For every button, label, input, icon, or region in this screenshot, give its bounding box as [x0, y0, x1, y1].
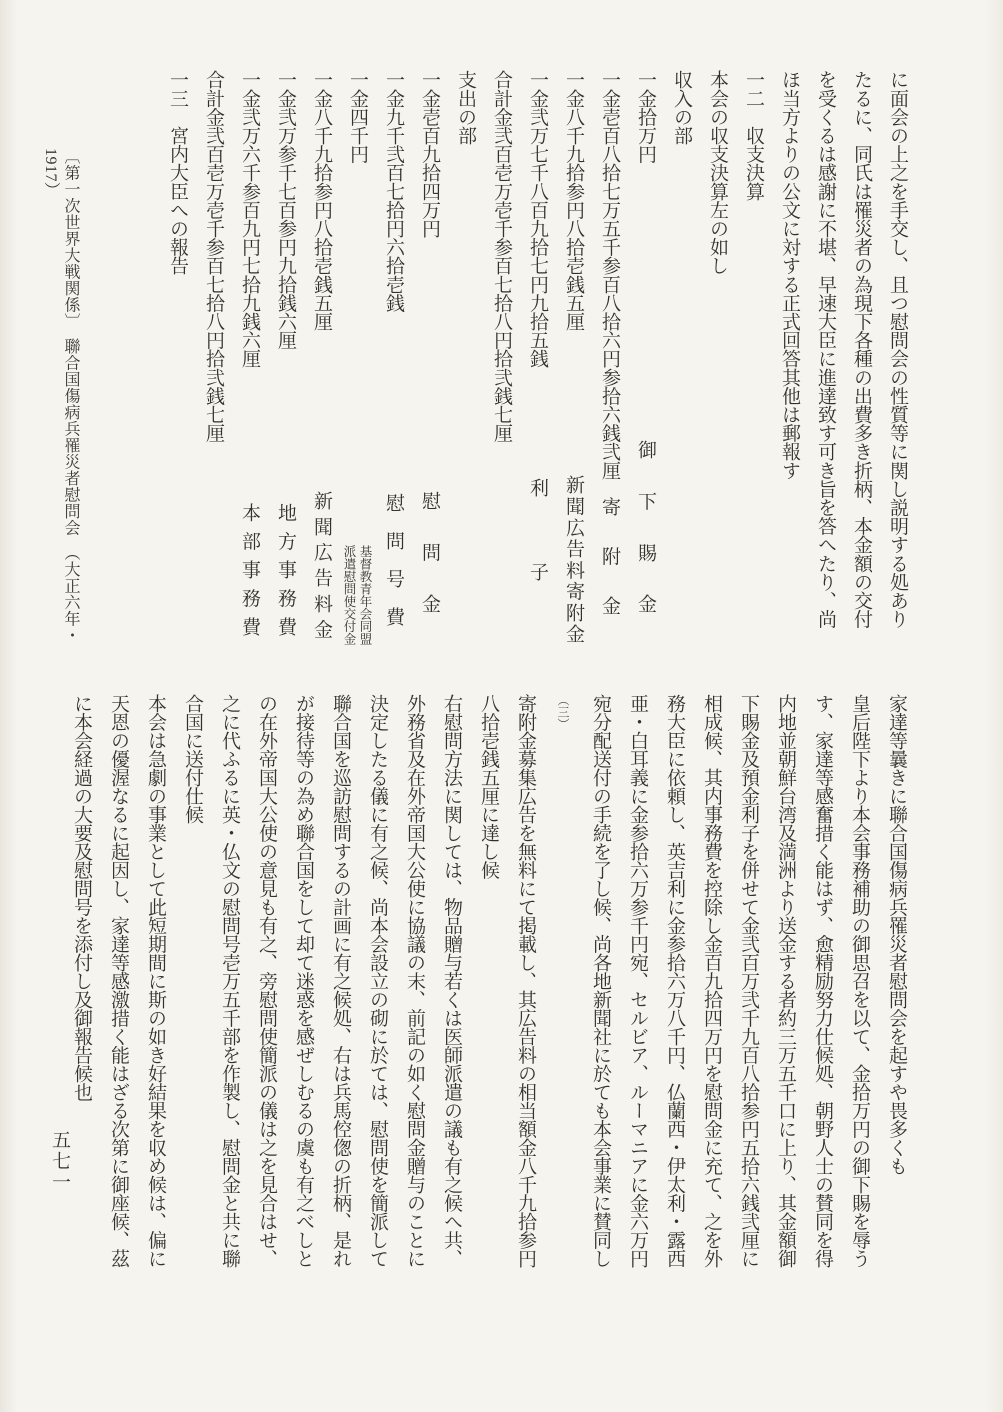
entry-label: 寄附金 — [599, 496, 620, 645]
running-title: 〔第一次世界大戦関係〕 聯合国傷病兵罹災者慰問会 （大正六年・1917） — [42, 148, 79, 644]
section-heading-12: 一二 収支決算 — [743, 70, 764, 201]
expense-part-heading: 支出の部 — [455, 70, 476, 145]
report-line: 内地並朝鮮台湾及満洲より送金する者約三万五千口に上り、其金額御 — [775, 694, 796, 1268]
entry-amount: 一金八千九拾参円八拾壱銭五厘 — [563, 70, 584, 331]
entry-label: 地方事務費 — [275, 502, 296, 645]
ledger-entry-expense — [375, 70, 411, 645]
report-line: 家達等曩きに聯合国傷病兵罹災者慰問会を起すや畏多くも — [886, 694, 907, 1175]
entry-amount: 一金弐万参千七百参円九拾銭六厘 — [275, 70, 296, 350]
expense-total: 合計金弐百壱万壱千参百七拾八円拾弐銭七厘 — [203, 70, 224, 443]
ledger-entry-income — [627, 70, 663, 645]
report-line: 務大臣に依頼し、英吉利に金参拾六万八千円、仏蘭西・伊太利・露西 — [664, 694, 685, 1268]
entry-amount: 一金拾万円 — [635, 70, 656, 164]
ledger-entry-expense — [267, 70, 303, 645]
entry-label: 本部事務費 — [239, 502, 260, 645]
report-line: 右慰問方法に関しては、物品贈与若くは医師派遣の議も有之候へ共、 — [441, 694, 462, 1268]
section-heading-13: 一三 宮内大臣への報告 — [167, 70, 188, 275]
entry-label: 新聞広告料寄附金 — [563, 474, 584, 645]
entry-amount: 一金弐万七千八百九拾七円九拾五銭 — [527, 70, 548, 368]
ledger-entry-expense — [339, 70, 375, 645]
narrative-line: ほ当方よりの公文に対する正式回答其他は郵報す — [779, 70, 800, 480]
entry-amount: 一金九千弐百七拾円六拾壱銭 — [383, 70, 404, 312]
note-marker: （三） — [556, 694, 570, 730]
entry-amount: 一金壱百九拾四万円 — [419, 70, 440, 238]
ledger-entry-expense — [303, 70, 339, 645]
ledger-entry-income — [555, 70, 591, 645]
report-line: 亜・白耳義に金参拾六万参千円宛、セルビア、ルーマニアに金六万円 — [627, 694, 648, 1268]
entry-amount: 一金弐万六千参百九円七拾九銭六厘 — [239, 70, 260, 368]
report-line: 天恩の優渥なるに起因し、家達等感激措く能はざる次第に御座候、茲 — [108, 694, 129, 1268]
report-line: 宛分配送付の手続を了し候、尚各地新聞社に於ても本会事業に賛同し（三） — [556, 694, 611, 1268]
entry-label: 御下賜金 — [635, 439, 656, 645]
ledger-entry-income — [591, 70, 627, 645]
report-line: 聯合国を巡訪慰問するの計画に有之候処、右は兵馬倥偬の折柄、是れ — [330, 694, 351, 1268]
report-line: が接待等の為め聯合国をして却て迷惑を感ぜしむるの虞も有之べしと — [293, 694, 314, 1268]
page-number: 五七一 — [49, 1130, 70, 1193]
ledger-entry-expense — [411, 70, 447, 645]
entry-label: 慰問号費 — [383, 493, 404, 645]
report-line: 本会は急劇の事業として此短期間に斯の如き好結果を収め候は、偏に — [145, 694, 166, 1268]
narrative-line: たるに、同氏は罹災者の為現下各種の出費多き折柄、本金額の交付 — [851, 70, 872, 629]
entry-amount: 一金八千九拾参円八拾壱銭五厘 — [311, 70, 332, 331]
entry-amount: 一金壱百八拾七万五千参百八拾六円参拾六銭弐厘 — [599, 70, 620, 480]
report-line: 皇后陛下より本会事務補助の御思召を以て、金拾万円の御下賜を辱う — [849, 694, 870, 1268]
entry-amount: 一金四千円 — [347, 70, 368, 164]
report-line: 寄附金募集広告を無料にて掲載し、其広告料の相当額金八千九拾参円 — [515, 694, 536, 1268]
report-line: 外務省及在外帝国大公使に協議の末、前記の如く慰問金贈与のことに — [404, 694, 425, 1268]
narrative-line: を受くるは感謝に不堪、早速大臣に進達致す可き旨を答へたり、尚 — [815, 70, 836, 629]
report-line: に本会経過の大要及慰問号を添付し及御報告候也 — [71, 694, 92, 1101]
narrative-line: に面会の上之を手交し、且つ慰問会の性質等に関し説明する処あり — [887, 70, 908, 629]
top-text-block — [159, 70, 915, 645]
section-intro: 本会の収支決算左の如し — [707, 70, 728, 275]
report-line: 八拾壱銭五厘に達し候 — [478, 694, 499, 879]
report-line: 相成候、其内事務費を控除し金百九拾四万円を慰問金に充て、之を外 — [701, 694, 722, 1268]
report-line: 下賜金及預金利子を併せて金弐百万弐千九百八拾参円五拾六銭弐厘に — [738, 694, 759, 1268]
entry-label-two-line: 基督教青年会同盟 派遣慰問使交付金 — [342, 545, 372, 645]
report-line: 合国に送付仕候 — [182, 694, 203, 824]
report-line: 決定したる儀に有之候、尚本会設立の砌に於ては、慰問使を簡派して — [367, 694, 388, 1268]
entry-label: 慰問金 — [419, 491, 440, 645]
report-line: 之に代ふるに英・仏文の慰問号壱万五千部を作製し、慰問金と共に聯 — [219, 694, 240, 1268]
report-line: す、家達等感奮措く能はず、愈精励努力仕候処、朝野人士の賛同を得 — [812, 694, 833, 1268]
ledger-entry-income — [519, 70, 555, 645]
income-part-heading: 収入の部 — [671, 70, 692, 145]
report-line: の在外帝国大公使の意見も有之、旁慰問使簡派の儀は之を見合はせ、 — [256, 694, 277, 1268]
bottom-text-block — [63, 694, 915, 1284]
entry-label: 利子 — [527, 477, 548, 645]
ledger-entry-expense — [231, 70, 267, 645]
entry-label: 新聞広告料金 — [311, 491, 332, 645]
income-total: 合計金弐百壱万壱千参百七拾八円拾弐銭七厘 — [491, 70, 512, 443]
